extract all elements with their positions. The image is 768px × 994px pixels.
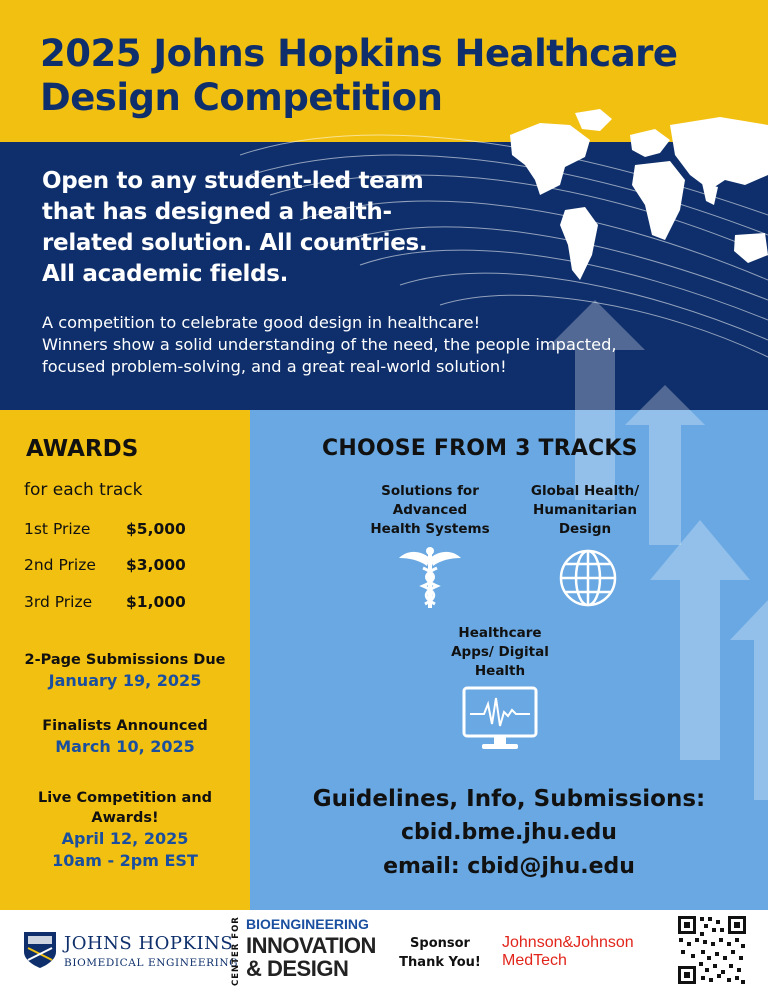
- track-label-line: Health Systems: [370, 521, 490, 537]
- prize-label: 1st Prize: [24, 520, 91, 538]
- deadline-label: Live Competition and: [37, 790, 213, 806]
- guidelines-block: [250, 782, 768, 884]
- deadline-date: April 12, 2025: [61, 829, 189, 848]
- prize-label: 2nd Prize: [24, 556, 96, 574]
- cbid-side-text: CENTER FOR: [231, 916, 241, 986]
- track-digital-health: [420, 624, 580, 681]
- title-line: Design Competition: [40, 76, 443, 119]
- qr-code-icon[interactable]: [676, 914, 748, 986]
- cbid-innovation-text: INNOVATION: [246, 933, 376, 958]
- deadline-label: 2-Page Submissions Due: [24, 652, 226, 668]
- deadline-label: Awards!: [91, 810, 159, 826]
- up-arrow-icon: [730, 600, 768, 800]
- intro-line: focused problem-solving, and a great real-world solution!: [42, 357, 507, 376]
- deadline-date: January 19, 2025: [48, 671, 202, 690]
- contact-email[interactable]: email: cbid@jhu.edu: [383, 854, 635, 879]
- jhu-bme-text: BIOMEDICAL ENGINEERING: [64, 957, 239, 969]
- track-label-line: Health: [474, 663, 526, 679]
- cbid-bioengineering-text: BIOENGINEERING: [246, 916, 369, 932]
- jnj-logo-text: Johnson&Johnson: [502, 934, 634, 951]
- intro-line: Winners show a solid understanding of the need, the people impacted,: [42, 335, 617, 354]
- track-label-line: Solutions for: [381, 483, 479, 499]
- medtech-text: MedTech: [502, 952, 567, 969]
- website-link[interactable]: cbid.bme.jhu.edu: [401, 820, 617, 845]
- eligibility-line: Open to any student-led team: [42, 168, 424, 194]
- prize-row: [24, 520, 244, 538]
- deadline-date: March 10, 2025: [55, 737, 195, 756]
- prize-row: [24, 593, 244, 611]
- jnj-medtech-logo: [502, 934, 634, 970]
- deadline-time: 10am - 2pm EST: [52, 851, 198, 870]
- eligibility-line: related solution. All countries.: [42, 230, 428, 256]
- track-global-health: [510, 482, 660, 539]
- cbid-design-text: & DESIGN: [246, 956, 349, 981]
- tracks-heading: CHOOSE FROM 3 TRACKS: [322, 436, 638, 461]
- prize-amount: $5,000: [126, 520, 186, 538]
- prize-label: 3rd Prize: [24, 593, 93, 611]
- intro-line: A competition to celebrate good design in healthcare!: [42, 313, 481, 332]
- jhu-logo-text: JOHNS HOPKINS: [64, 933, 234, 954]
- sponsor-line: Thank You!: [399, 955, 481, 970]
- track-label-line: Advanced: [392, 502, 468, 518]
- eligibility-line: All academic fields.: [42, 261, 289, 287]
- prize-row: [24, 556, 244, 574]
- deadline-submissions: [0, 650, 250, 692]
- track-label-line: Apps/ Digital: [451, 644, 549, 660]
- guidelines-heading: Guidelines, Info, Submissions:: [312, 786, 706, 812]
- eligibility-line: that has designed a health-: [42, 199, 392, 225]
- sponsor-thanks: [385, 934, 495, 972]
- globe-icon: [558, 548, 618, 608]
- deadline-label: Finalists Announced: [42, 718, 208, 734]
- title-line: 2025 Johns Hopkins Healthcare: [40, 32, 678, 75]
- track-label-line: Design: [558, 521, 612, 537]
- track-advanced-health-systems: [350, 482, 510, 539]
- jhu-shield-icon: [22, 930, 58, 970]
- track-label-line: Global Health/: [530, 483, 640, 499]
- intro-paragraph: [42, 312, 762, 378]
- caduceus-icon: [397, 546, 463, 608]
- deadline-finalists: [0, 716, 250, 758]
- sponsor-line: Sponsor: [410, 936, 470, 951]
- prize-amount: $1,000: [126, 593, 186, 611]
- deadline-live-competition: [0, 788, 250, 872]
- track-label-line: Humanitarian: [533, 502, 637, 518]
- eligibility-statement: [42, 166, 502, 290]
- awards-heading: AWARDS: [26, 436, 139, 462]
- prize-amount: $3,000: [126, 556, 186, 574]
- awards-subheading: for each track: [24, 480, 143, 500]
- monitor-heartbeat-icon: [462, 686, 538, 752]
- track-label-line: Healthcare: [458, 625, 542, 641]
- page-title: [40, 32, 740, 120]
